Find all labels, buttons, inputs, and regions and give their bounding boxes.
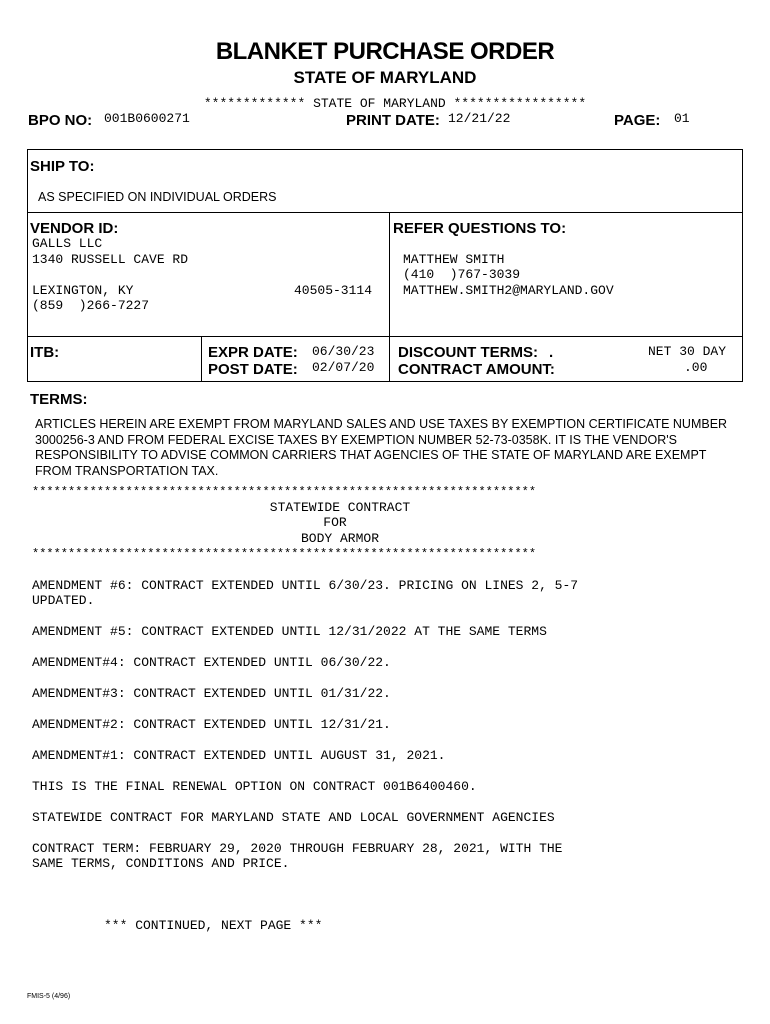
contract-info-box	[27, 336, 743, 382]
refer-name: MATTHEW SMITH	[403, 252, 505, 267]
vendor-id-label: VENDOR ID:	[30, 220, 119, 237]
post-date-label: POST DATE:	[208, 361, 298, 378]
vendor-name: GALLS LLC	[32, 236, 103, 251]
banner-line-3: BODY ARMOR	[300, 531, 379, 546]
state-banner: ************* STATE OF MARYLAND *****************	[203, 96, 587, 111]
terms-text: ARTICLES HEREIN ARE EXEMPT FROM MARYLAND SALES AND USE TAXES BY EXEMPTION CERTIFICATE NUMBER 3000256-3 AND FROM FEDERAL EXCISE TAXES BY EXEMPTION NUMBER 52-73-0358K. IT IS THE VENDOR'S RESPONSIBILITY TO ADVISE COMMON CARRIERS THAT AGENCIES OF THE STATE OF MARYLAND ARE EXEMPT FROM TRANSPORTATION TAX.	[35, 417, 728, 478]
continued-notice: *** CONTINUED, NEXT PAGE ***	[104, 918, 323, 933]
amendment-2-line: AMENDMENT#2: CONTRACT EXTENDED UNTIL 12/31/21.	[32, 717, 391, 732]
document-title: BLANKET PURCHASE ORDER	[215, 38, 555, 65]
amendment-4-line: AMENDMENT#4: CONTRACT EXTENDED UNTIL 06/30/22.	[32, 655, 391, 670]
final-renewal-line: THIS IS THE FINAL RENEWAL OPTION ON CONTRACT 001B6400460.	[32, 779, 477, 794]
discount-terms-dot: .	[549, 344, 554, 361]
banner-stars-bottom: **********************************************************************	[32, 547, 537, 561]
contract-term-line: CONTRACT TERM: FEBRUARY 29, 2020 THROUGH FEBRUARY 28, 2021, WITH THE	[32, 841, 563, 856]
refer-email: MATTHEW.SMITH2@MARYLAND.GOV	[403, 283, 614, 298]
banner-stars-top: **********************************************************************	[32, 485, 537, 499]
vendor-street: 1340 RUSSELL CAVE RD	[32, 252, 189, 267]
print-date-label: PRINT DATE:	[346, 112, 440, 129]
statewide-contract-line: STATEWIDE CONTRACT FOR MARYLAND STATE AND LOCAL GOVERNMENT AGENCIES	[32, 810, 555, 825]
vendor-city-state: LEXINGTON, KY	[32, 283, 134, 298]
vendor-refer-box	[27, 212, 743, 337]
expr-date-label: EXPR DATE:	[208, 344, 298, 361]
itb-divider	[201, 336, 202, 382]
amendment-6-continued: UPDATED.	[32, 593, 95, 608]
discount-terms-value: NET 30 DAY	[648, 344, 727, 359]
banner-line-2: FOR	[323, 515, 347, 530]
ship-to-value: AS SPECIFIED ON INDIVIDUAL ORDERS	[38, 190, 277, 204]
ship-to-label: SHIP TO:	[30, 158, 95, 175]
terms-label: TERMS:	[30, 391, 88, 408]
bpo-label: BPO NO:	[28, 112, 93, 129]
refer-phone: (410 )767-3039	[403, 267, 521, 282]
amendment-1-line: AMENDMENT#1: CONTRACT EXTENDED UNTIL AUGUST 31, 2021.	[32, 748, 446, 763]
amendment-6-line: AMENDMENT #6: CONTRACT EXTENDED UNTIL 6/30/23. PRICING ON LINES 2, 5-7	[32, 578, 579, 593]
print-date-value: 12/21/22	[448, 111, 511, 126]
vendor-zip: 40505-3114	[294, 283, 373, 298]
vendor-phone: (859 )266-7227	[32, 298, 150, 313]
amendment-3-line: AMENDMENT#3: CONTRACT EXTENDED UNTIL 01/31/22.	[32, 686, 391, 701]
dates-divider	[389, 336, 390, 382]
amendment-5-line: AMENDMENT #5: CONTRACT EXTENDED UNTIL 12/31/2022 AT THE SAME TERMS	[32, 624, 547, 639]
expr-date-value: 06/30/23	[312, 344, 375, 359]
banner-line-1: STATEWIDE CONTRACT	[269, 500, 411, 515]
contract-amount-value: .00	[684, 360, 708, 375]
form-number: FMIS-5 (4/96)	[27, 993, 71, 1000]
itb-label: ITB:	[30, 344, 60, 361]
contract-term-continued: SAME TERMS, CONDITIONS AND PRICE.	[32, 856, 290, 871]
document-subtitle: STATE OF MARYLAND	[293, 68, 477, 87]
vendor-refer-divider	[389, 212, 390, 337]
bpo-number: 001B0600271	[104, 111, 190, 126]
contract-amount-label: CONTRACT AMOUNT:	[398, 361, 555, 378]
page-label: PAGE:	[614, 112, 661, 129]
discount-terms-label: DISCOUNT TERMS:	[398, 344, 538, 361]
page-number: 01	[674, 111, 690, 126]
refer-questions-label: REFER QUESTIONS TO:	[393, 220, 567, 237]
post-date-value: 02/07/20	[312, 360, 375, 375]
